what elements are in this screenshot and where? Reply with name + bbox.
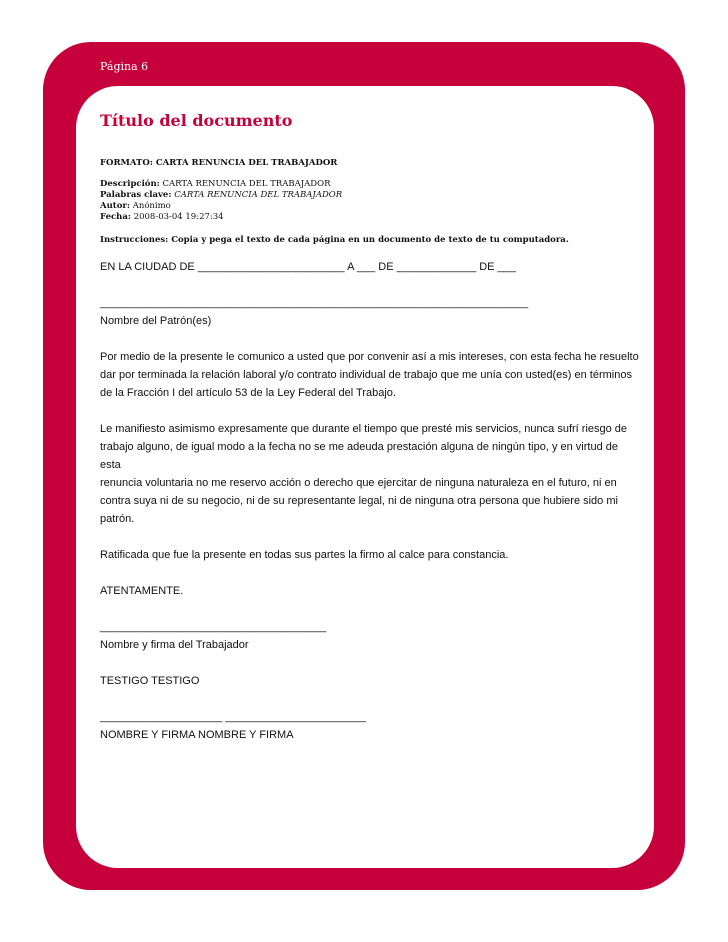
date-value: 2008-03-04 19:27:34	[133, 212, 224, 222]
document-title: Título del documento	[100, 111, 293, 130]
description-row	[100, 179, 640, 190]
keywords-row	[100, 190, 640, 201]
paragraph-declaration: Le manifiesto asimismo expresamente que durante el tiempo que presté mis servicios, nunca sufrí riesgo de trabajo alguno, de igual modo a la fecha no se me adeuda prestación alguna de ningún tipo, y en virtud de esta renuncia voluntaria no me reservo acción o derecho que ejercitar de ninguna naturaleza en el futuro, ni en contra suya ni de su negocio, ni de su representante legal, ni de ninguna otra persona que hubiere sido mi patrón.	[100, 423, 628, 525]
employer-name-block: ______________________________________________________________________ Nombre del Patrón(es)	[100, 297, 529, 327]
worker-signature-block: _____________________________________ Nombre y firma del Trabajador	[100, 621, 327, 651]
paragraph-ratification: Ratificada que fue la presente en todas sus partes la firmo al calce para constancia.	[100, 549, 509, 561]
witness-heading: TESTIGO TESTIGO	[100, 675, 200, 687]
closing-line: ATENTAMENTE.	[100, 585, 184, 597]
city-date-line: EN LA CIUDAD DE ________________________ A ___ DE _____________ DE ___	[100, 261, 516, 273]
paragraph-resignation: Por medio de la presente le comunico a usted que por convenir así a mis intereses, con esta fecha he resuelto dar por terminada la relación laboral y/o contrato individual de trabajo que me unía con usted(es) en términos de la Fracción I del artículo 53 de la Ley Federal del Trabajo.	[100, 351, 639, 399]
author-key: Autor:	[100, 201, 130, 211]
page-number: Página 6	[100, 60, 149, 73]
witness-signature-block: ____________________ _______________________ NOMBRE Y FIRMA NOMBRE Y FIRMA	[100, 711, 367, 741]
letter-body	[100, 258, 640, 744]
author-row	[100, 201, 640, 212]
keywords-key: Palabras clave:	[100, 190, 172, 200]
format-line: FORMATO: CARTA RENUNCIA DEL TRABAJADOR	[100, 158, 338, 168]
date-row	[100, 212, 640, 223]
description-key: Descripción:	[100, 179, 160, 189]
author-value: Anónimo	[132, 201, 171, 211]
document-content	[100, 110, 640, 762]
metadata-block	[100, 158, 640, 246]
date-key: Fecha:	[100, 212, 131, 222]
description-value: CARTA RENUNCIA DEL TRABAJADOR	[162, 179, 331, 189]
instructions: Instrucciones: Copia y pega el texto de cada página en un documento de texto de tu computadora.	[100, 235, 569, 245]
keywords-value: CARTA RENUNCIA DEL TRABAJADOR	[174, 190, 343, 200]
